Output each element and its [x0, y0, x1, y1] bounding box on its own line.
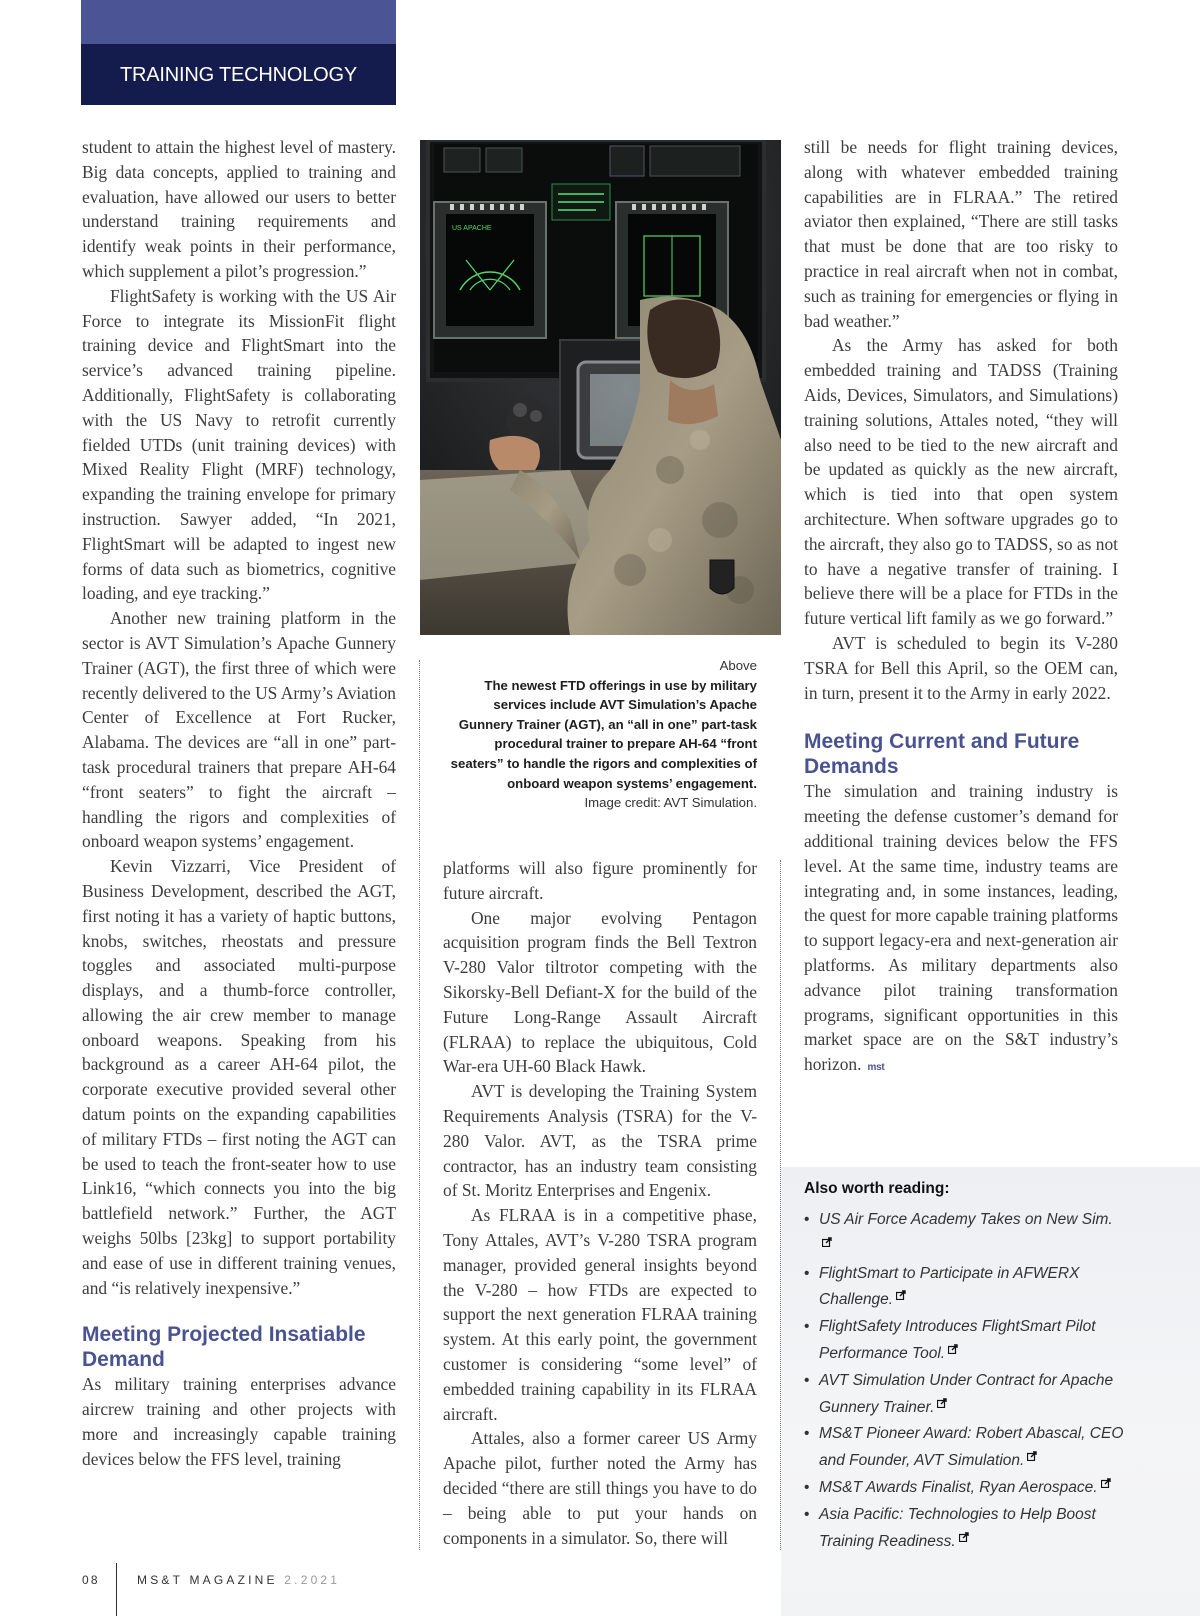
column-divider	[419, 660, 420, 1550]
subheading: Meeting Current and Future Demands	[804, 730, 1080, 779]
bullet-icon: •	[804, 1478, 810, 1496]
external-link-icon	[822, 1237, 832, 1247]
paragraph: Kevin Vizzarri, Vice President of Business Development, described the AGT, first noting it has a variety of haptic buttons, knobs, switches, rheostats and pressure toggles and associated multi-purpose displays, and a thumb-force controller, allowing the air crew member to manage onboard weapons. Speaking from his background as a career AH-64 pilot, the corporate executive provided several other datum points on the expanding capabilities of military FTDs – first noting the AGT can be used to teach the front-seater how to use Link16, “which connects you into the big battlefield network.” Further, the AGT weighs 50lbs [23kg] to support portability and ease of use in different training venues, and “is relatively inexpensive.”	[82, 856, 396, 1298]
paragraph	[804, 779, 1118, 1081]
related-link-label: MS&T Pioneer Award: Robert Abascal, CEO and Founder, AVT Simulation.	[819, 1425, 1124, 1470]
external-link-icon	[896, 1290, 906, 1300]
also-worth-reading-box	[781, 1167, 1200, 1616]
paragraph: As military training enterprises advance aircrew training and other projects with more and increasingly capable training devices below the FFS level, training	[82, 1374, 396, 1469]
caption-label: Above	[719, 658, 757, 673]
article-column-2	[443, 856, 757, 1550]
subheading: Meeting Projected Insatiable Demand	[82, 1323, 366, 1372]
simulator-photo	[420, 140, 781, 635]
related-link-label: FlightSmart to Participate in AFWERX Challenge.	[819, 1264, 1080, 1309]
paragraph: student to attain the highest level of mastery. Big data concepts, applied to training and evaluation, have allowed our users to better understand training requirements and identify weak points in their performance, which supplement a pilot’s progression.”	[82, 137, 396, 281]
external-link-icon	[937, 1398, 947, 1408]
paragraph: Attales, also a former career US Army Apache pilot, further noted the Army has decided “there are still things you have to do – being able to put your hands on components in a simulator. So, there will	[443, 1428, 757, 1548]
article-column-3	[804, 135, 1118, 1081]
also-worth-reading-title: Also worth reading:	[804, 1180, 950, 1197]
paragraph: As FLRAA is in a competitive phase, Tony Attales, AVT’s V-280 TSRA program manager, provided general insights beyond the V-280 – how FTDs are expected to support the next generation FLRAA training system. At this early point, the government customer is considering “some level” of embedded training capability in its FLRAA aircraft.	[443, 1205, 757, 1424]
related-link[interactable]	[804, 1421, 1124, 1475]
magazine-name: MS&T MAGAZINE	[137, 1573, 278, 1587]
section-header-block	[81, 0, 396, 105]
simulator-photo-illustration	[420, 140, 781, 635]
bullet-icon: •	[804, 1264, 810, 1282]
section-label: TRAINING TECHNOLOGY	[120, 64, 357, 86]
bullet-icon: •	[804, 1318, 810, 1336]
related-link[interactable]	[804, 1502, 1124, 1556]
paragraph: AVT is scheduled to begin its V-280 TSRA for Bell this April, so the OEM can, in turn, present it to the Army in early 2022.	[804, 632, 1118, 703]
related-links-list	[804, 1207, 1124, 1555]
bullet-icon: •	[804, 1425, 810, 1443]
related-link[interactable]	[804, 1207, 1124, 1261]
footer-divider	[116, 1563, 117, 1616]
related-link[interactable]	[804, 1314, 1124, 1368]
bullet-icon: •	[804, 1211, 810, 1228]
related-link-label: Asia Pacific: Technologies to Help Boost Training Readiness.	[819, 1505, 1096, 1550]
paragraph-text: The simulation and training industry is meeting the defense customer’s demand for additional training devices below the FFS level. At the same time, industry teams are integrating and, in some instances, leading, the quest for more capable training platforms to support legacy-era and next-generation air platforms. As military departments also advance pilot training transformation programs, significant opportunities in this market space are on the S&T industry’s horizon.	[804, 781, 1118, 1075]
paragraph: platforms will also figure prominently for future aircraft.	[443, 858, 757, 903]
bullet-icon: •	[804, 1371, 810, 1389]
article-column-1	[82, 135, 396, 1472]
related-link-label: MS&T Awards Finalist, Ryan Aerospace.	[819, 1478, 1098, 1496]
bullet-icon: •	[804, 1505, 810, 1523]
paragraph: Another new training platform in the sector is AVT Simulation’s Apache Gunnery Trainer (AGT), the first three of which were recently delivered to the US Army’s Aviation Center of Excellence at Fort Rucker, Alabama. The devices are “all in one” part-task procedural trainers that prepare AH-64 “front seaters” to fight the aircraft – handling the rigors and complexities of onboard weapon systems’ engagement.	[82, 608, 396, 852]
photo-caption	[440, 656, 757, 813]
external-link-icon	[1027, 1451, 1037, 1461]
related-link[interactable]	[804, 1368, 1124, 1422]
external-link-icon	[1101, 1478, 1111, 1488]
related-link-label: FlightSafety Introduces FlightSmart Pilot Performance Tool.	[819, 1318, 1096, 1362]
related-link-label: AVT Simulation Under Contract for Apache Gunnery Trainer.	[819, 1371, 1114, 1416]
mpd-readout: US APACHE	[452, 225, 492, 232]
external-link-icon	[948, 1344, 958, 1354]
page-number: 08	[82, 1573, 100, 1587]
related-link-label: US Air Force Academy Takes on New Sim.	[819, 1211, 1113, 1228]
related-link[interactable]	[804, 1261, 1124, 1315]
related-link[interactable]	[804, 1475, 1124, 1502]
paragraph: One major evolving Pentagon acquisition program finds the Bell Textron V-280 Valor tiltrotor competing with the Sikorsky-Bell Defiant-X for the build of the Future Long-Range Assault Aircraft (FLRAA) to replace the ubiquitous, Cold War-era UH-60 Black Hawk.	[443, 907, 757, 1077]
external-link-icon	[959, 1532, 969, 1542]
caption-credit: Image credit: AVT Simulation.	[584, 795, 757, 811]
caption-text: The newest FTD offerings in use by military services include AVT Simulation’s Apache Gunnery Trainer (AGT), an “all in one” part-task procedural trainer to prepare AH-64 “front seaters” to handle the rigors and complexities of onboard weapon systems’ engagement.	[450, 677, 757, 791]
paragraph: still be needs for flight training devices, along with whatever embedded training capabilities are in FLRAA.” The retired aviator then explained, “There are still tasks that must be done that are too risky to practice in real aircraft when not in combat, such as training for emergencies or flying in bad weather.”	[804, 137, 1118, 331]
magazine-footer	[137, 1573, 340, 1587]
paragraph: FlightSafety is working with the US Air Force to integrate its MissionFit flight training device and FlightSmart into the service’s advanced training pipeline. Additionally, FlightSafety is collaborating with the US Navy to retrofit currently fielded UTDs (unit training devices) with Mixed Reality Flight (MRF) technology, expanding the training envelope for primary instruction. Sawyer added, “In 2021, FlightSmart will be adapted to ingest new forms of data such as biometrics, cognitive loading, and eye tracking.”	[82, 285, 396, 604]
issue-number: 2.2021	[284, 1573, 341, 1587]
paragraph: As the Army has asked for both embedded training and TADSS (Training Aids, Devices, Simulators, and Simulations) training solutions, Attales noted, “they will also need to be tied to the new aircraft and be updated as quickly as the new aircraft, which is tied into that open system architecture. When software upgrades go to the aircraft, they also go to TADSS, so as not to have a negative transfer of training. I believe there will be a place for FTDs in the future vertical lift family as we go forward.”	[804, 335, 1118, 629]
paragraph: AVT is developing the Training System Requirements Analysis (TSRA) for the V-280 Valor. AVT, as the TSRA prime contractor, has an industry team consisting of St. Moritz Enterprises and Engenix.	[443, 1081, 757, 1201]
end-mark-logo: mst	[867, 1062, 885, 1074]
